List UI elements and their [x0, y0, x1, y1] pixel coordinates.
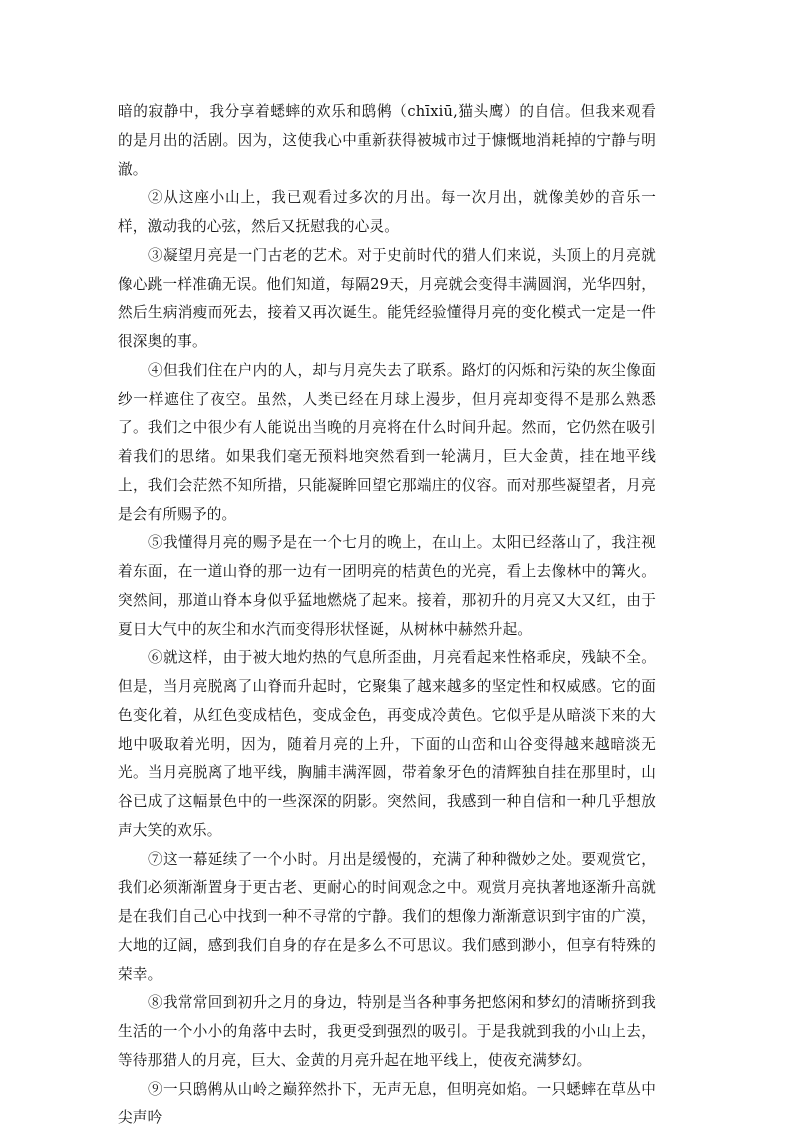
paragraph-continuation: 暗的寂静中，我分享着蟋蟀的欢乐和鸱鸺（chīxiū,猫头鹰）的自信。但我来观看的是月出的活剧。因为，这使我心中重新获得被城市过于慷慨地消耗掉的宁静与明澈。	[118, 98, 656, 184]
paragraph-9: ⑨一只鸱鸺从山岭之巅猝然扑下，无声无息，但明亮如焰。一只蟋蟀在草丛中尖声吟	[118, 1076, 656, 1133]
paragraph-2: ②从这座小山上，我已观看过多次的月出。每一次月出，就像美妙的音乐一样，激动我的心弦，然后又抚慰我的心灵。	[118, 184, 656, 242]
paragraph-3: ③凝望月亮是一门古老的艺术。对于史前时代的猎人们来说，头顶上的月亮就像心跳一样准确无误。他们知道，每隔29天，月亮就会变得丰满圆润，光华四射，然后生病消瘦而死去，接着又再次诞生。能凭经验懂得月亮的变化模式一定是一件很深奥的事。	[118, 242, 656, 357]
paragraph-8: ⑧我常常回到初升之月的身边，特别是当各种事务把悠闲和梦幻的清晰挤到我生活的一个小小的角落中去时，我更受到强烈的吸引。于是我就到我的小山上去，等待那猎人的月亮，巨大、金黄的月亮升起在地平线上，使夜充满梦幻。	[118, 989, 656, 1075]
article-body	[118, 98, 656, 1133]
paragraph-5: ⑤我懂得月亮的赐予是在一个七月的晚上，在山上。太阳已经落山了，我注视着东面，在一道山脊的那一边有一团明亮的桔黄色的光亮，看上去像林中的篝火。突然间，那道山脊本身似乎猛地燃烧了起来。接着，那初升的月亮又大又红，由于夏日大气中的灰尘和水汽而变得形状怪诞，从树林中赫然升起。	[118, 529, 656, 644]
paragraph-7: ⑦这一幕延续了一个小时。月出是缓慢的，充满了种种微妙之处。要观赏它，我们必须渐渐置身于更古老、更耐心的时间观念之中。观赏月亮执著地逐渐升高就是在我们自己心中找到一种不寻常的宁静。我们的想像力渐渐意识到宇宙的广漠，大地的辽阔，感到我们自身的存在是多么不可思议。我们感到渺小，但享有特殊的荣幸。	[118, 846, 656, 990]
paragraph-6: ⑥就这样，由于被大地灼热的气息所歪曲，月亮看起来性格乖戾，残缺不全。但是，当月亮脱离了山脊而升起时，它聚集了越来越多的坚定性和权威感。它的面色变化着，从红色变成桔色，变成金色，再变成冷黄色。它似乎是从暗淡下来的大地中吸取着光明，因为，随着月亮的上升，下面的山峦和山谷变得越来越暗淡无光。当月亮脱离了地平线，胸脯丰满浑圆，带着象牙色的清辉独自挂在那里时，山谷已成了这幅景色中的一些深深的阴影。突然间，我感到一种自信和一种几乎想放声大笑的欢乐。	[118, 644, 656, 845]
paragraph-4: ④但我们住在户内的人，却与月亮失去了联系。路灯的闪烁和污染的灰尘像面纱一样遮住了夜空。虽然，人类已经在月球上漫步，但月亮却变得不是那么熟悉了。我们之中很少有人能说出当晚的月亮将在什么时间升起。然而，它仍然在吸引着我们的思绪。如果我们毫无预料地突然看到一轮满月，巨大金黄，挂在地平线上，我们会茫然不知所措，只能凝眸回望它那端庄的仪容。而对那些凝望者，月亮是会有所赐予的。	[118, 357, 656, 530]
